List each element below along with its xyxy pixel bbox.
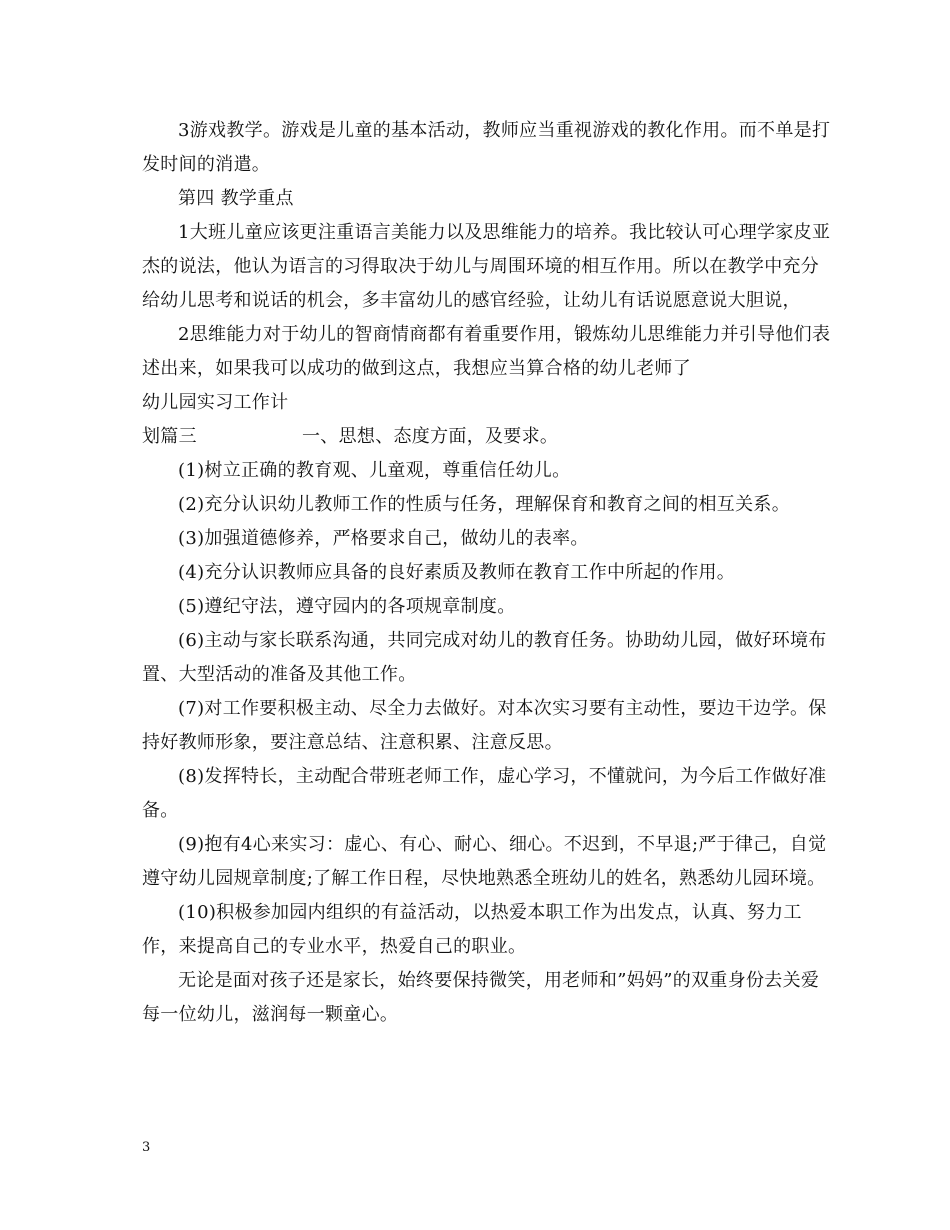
section-heading <box>142 386 832 454</box>
page-number: 3 <box>142 1140 151 1155</box>
document-body <box>142 114 832 1032</box>
list-item-4: (4)充分认识教师应具备的良好素质及教师在教育工作中所起的作用。 <box>178 562 736 583</box>
list-item-6: (6)主动与家长联系沟通，共同完成对幼儿的教育任务。协助幼儿园，做好环境布置、大型活动的准备及其他工作。 <box>142 630 827 685</box>
closing-paragraph: 无论是面对孩子还是家长，始终要保持微笑，用老师和”妈妈”的双重身份去关爱每一位幼儿，滋润每一颗童心。 <box>142 970 820 1025</box>
list-item-3: (3)加强道德修养，严格要求自己，做幼儿的表率。 <box>178 528 589 549</box>
list-item-8: (8)发挥特长，主动配合带班老师工作，虚心学习，不懂就问，为今后工作做好准备。 <box>142 766 827 821</box>
section-heading-text: 一、思想、态度方面，及要求。 <box>302 426 559 447</box>
list-item-1: (1)树立正确的教育观、儿童观，尊重信任幼儿。 <box>178 460 571 481</box>
section-heading-title: 幼儿园实习工作计划篇三 <box>142 392 289 447</box>
list-item-7: (7)对工作要积极主动、尽全力去做好。对本次实习要有主动性，要边干边学。保持好教师形象，要注意总结、注意积累、注意反思。 <box>142 698 827 753</box>
paragraph-language-ability: 1大班儿童应该更注重语言美能力以及思维能力的培养。我比较认可心理学家皮亚杰的说法，他认为语言的习得取决于幼儿与周围环境的相互作用。所以在教学中充分给幼儿思考和说话的机会，多丰富幼儿的感官经验，让幼儿有话说愿意说大胆说， <box>142 222 831 311</box>
paragraph-thinking-ability: 2思维能力对于幼儿的智商情商都有着重要作用，锻炼幼儿思维能力并引导他们表述出来，如果我可以成功的做到这点，我想应当算合格的幼儿老师了 <box>142 324 831 379</box>
list-item-5: (5)遵纪守法，遵守园内的各项规章制度。 <box>178 596 516 617</box>
paragraph-game-teaching: 3游戏教学。游戏是儿童的基本活动，教师应当重视游戏的教化作用。而不单是打发时间的消遣。 <box>142 120 831 175</box>
list-item-2: (2)充分认识幼儿教师工作的性质与任务，理解保育和教育之间的相互关系。 <box>178 494 790 515</box>
list-item-10: (10)积极参加园内组织的有益活动，以热爱本职工作为出发点，认真、努力工作，来提高自己的专业水平，热爱自己的职业。 <box>142 902 802 957</box>
heading-teaching-focus: 第四 教学重点 <box>178 188 294 209</box>
list-item-9: (9)抱有4心来实习：虚心、有心、耐心、细心。不迟到，不早退;严于律己，自觉遵守幼儿园规章制度;了解工作日程，尽快地熟悉全班幼儿的姓名，熟悉幼儿园环境。 <box>142 834 827 889</box>
